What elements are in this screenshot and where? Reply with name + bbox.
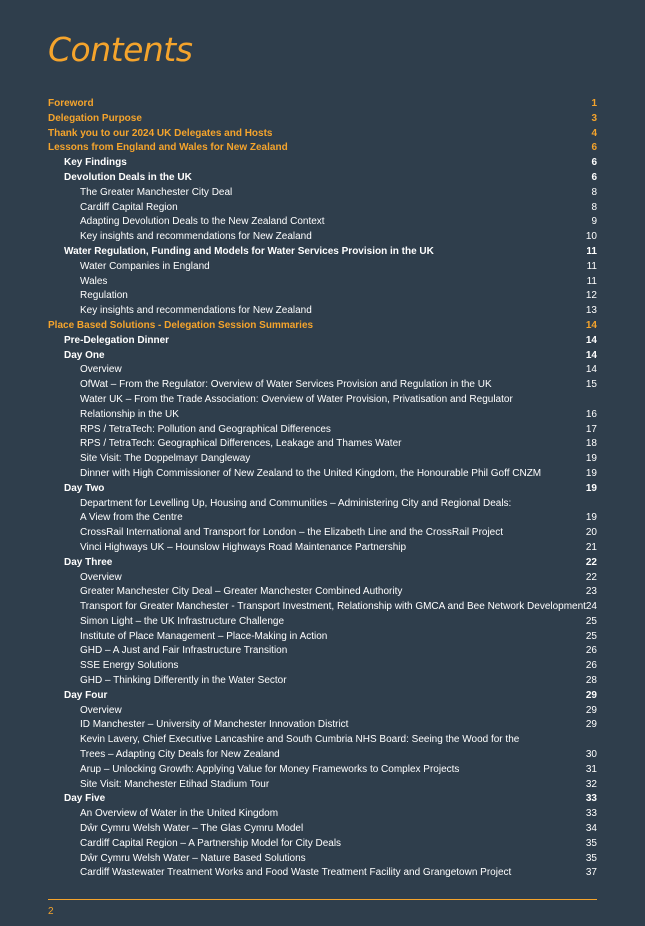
toc-entry[interactable]: [48, 141, 597, 156]
toc-page-number: 4: [591, 127, 597, 139]
toc-page-number: 28: [585, 675, 597, 687]
toc-entry-title: Day Five: [64, 793, 106, 805]
toc-entry-title: Cardiff Capital Region: [80, 201, 178, 213]
toc-entry[interactable]: [48, 556, 597, 571]
toc-entry[interactable]: [48, 289, 597, 304]
toc-entry[interactable]: [48, 393, 597, 423]
toc-page-number: 35: [585, 837, 597, 849]
toc-entry-title: Overview: [80, 571, 122, 583]
toc-entry[interactable]: [48, 571, 597, 586]
toc-page-number: 34: [585, 823, 597, 835]
toc-page-number: 18: [585, 438, 597, 450]
toc-entry-title: Overview: [80, 364, 122, 376]
toc-entry-title: Day Three: [64, 556, 113, 568]
toc-page-number: 6: [591, 142, 597, 154]
toc-entry-title: Regulation: [80, 290, 128, 302]
toc-entry[interactable]: [48, 156, 597, 171]
toc-entry[interactable]: [48, 215, 597, 230]
toc-entry[interactable]: [48, 334, 597, 349]
toc-entry[interactable]: [48, 644, 597, 659]
toc-entry-title: Foreword: [48, 98, 94, 109]
toc-page-number: 33: [585, 793, 597, 805]
toc-entry-title: Transport for Greater Manchester - Transport Investment, Relationship with GMCA and Bee Network Development: [80, 601, 586, 613]
toc-entry-title: Arup – Unlocking Growth: Applying Value for Money Frameworks to Complex Projects: [80, 763, 460, 775]
toc-page-number: 15: [585, 379, 597, 391]
toc-page-number: 19: [585, 453, 597, 465]
toc-entry-title: Dŵr Cymru Welsh Water – Nature Based Solutions: [80, 852, 306, 864]
toc-entry-title: SSE Energy Solutions: [80, 660, 179, 672]
toc-entry[interactable]: [48, 718, 597, 733]
toc-page-number: 25: [585, 615, 597, 627]
toc-entry[interactable]: [48, 349, 597, 364]
toc-entry-title: Vinci Highways UK – Hounslow Highways Road Maintenance Partnership: [80, 541, 407, 553]
toc-page-number: 35: [585, 852, 597, 864]
toc-entry-title: Wales: [80, 275, 108, 287]
toc-entry[interactable]: [48, 245, 597, 260]
toc-entry-title: Water Companies in England: [80, 260, 210, 272]
toc-entry-title: Key insights and recommendations for New Zealand: [80, 231, 312, 243]
page-title: Contents: [48, 30, 193, 69]
toc-entry-title: Thank you to our 2024 UK Delegates and Hosts: [48, 127, 273, 139]
toc-entry-title: Overview: [80, 704, 122, 716]
toc-page-number: 11: [586, 260, 597, 272]
toc-entry-title: Site Visit: The Doppelmayr Dangleway: [80, 453, 251, 465]
toc-page-number: 29: [585, 689, 597, 701]
toc-page-number: 33: [585, 808, 597, 820]
toc-page-number: 14: [585, 349, 597, 361]
toc-page-number: 25: [585, 630, 597, 642]
toc-page-number: 20: [585, 527, 597, 539]
toc-entry-title: Kevin Lavery, Chief Executive Lancashire and South Cumbria NHS Board: Seeing the Wood for the: [80, 734, 520, 746]
toc-entry-title: Institute of Place Management – Place-Making in Action: [80, 630, 328, 642]
toc-entry[interactable]: [48, 112, 597, 127]
toc-entry-title: An Overview of Water in the United Kingdom: [80, 808, 279, 820]
toc-entry-title: Dinner with High Commissioner of New Zealand to the United Kingdom, the Honourable Phil Goff CNZM: [80, 467, 542, 479]
toc-entry[interactable]: [48, 127, 597, 142]
toc-entry-title-continued: A View from the Centre: [80, 512, 183, 524]
toc-entry[interactable]: [48, 497, 597, 527]
toc-entry-title: Cardiff Wastewater Treatment Works and Food Waste Treatment Facility and Grangetown Project: [80, 867, 512, 879]
toc-entry-title: CrossRail International and Transport for London – the Elizabeth Line and the CrossRail Project: [80, 527, 504, 539]
toc-entry-title: Adapting Devolution Deals to the New Zealand Context: [80, 216, 325, 228]
toc-page-number: 14: [585, 319, 597, 331]
toc-page-number: 29: [585, 719, 597, 731]
toc-entry[interactable]: [48, 852, 597, 867]
toc-page-number: 23: [585, 586, 597, 598]
toc-page-number: 31: [585, 763, 597, 775]
toc-entry[interactable]: [48, 437, 597, 452]
toc-entry[interactable]: [48, 186, 597, 201]
toc-page-number: 3: [591, 112, 597, 124]
toc-entry[interactable]: [48, 319, 597, 334]
toc-entry[interactable]: [48, 467, 597, 482]
toc-entry-title: GHD – Thinking Differently in the Water Sector: [80, 675, 287, 687]
toc-entry-title: Department for Levelling Up, Housing and Communities – Administering City and Regional Deals:: [80, 497, 512, 509]
toc-entry-title: Devolution Deals in the UK: [64, 171, 192, 183]
toc-page-number: 9: [591, 216, 597, 228]
toc-page-number: 1: [591, 98, 597, 109]
table-of-contents: [48, 97, 597, 881]
toc-entry-title: Dŵr Cymru Welsh Water – The Glas Cymru Model: [80, 823, 304, 835]
footer-page-number: 2: [48, 906, 54, 917]
toc-entry[interactable]: [48, 733, 597, 763]
toc-entry-title: Lessons from England and Wales for New Zealand: [48, 142, 288, 154]
toc-entry[interactable]: [48, 837, 597, 852]
toc-entry[interactable]: [48, 689, 597, 704]
toc-entry[interactable]: [48, 674, 597, 689]
toc-entry-title: GHD – A Just and Fair Infrastructure Transition: [80, 645, 288, 657]
toc-page-number: 14: [585, 334, 597, 346]
toc-entry[interactable]: [48, 171, 597, 186]
toc-page-number: 26: [585, 645, 597, 657]
toc-page-number: 24: [585, 601, 597, 613]
toc-entry-title-continued: Trees – Adapting City Deals for New Zealand: [80, 749, 280, 761]
toc-page-number: 19: [585, 512, 597, 524]
toc-page-number: 6: [591, 157, 597, 169]
toc-entry[interactable]: [48, 97, 597, 112]
toc-entry[interactable]: [48, 585, 597, 600]
toc-entry[interactable]: [48, 763, 597, 778]
toc-entry[interactable]: [48, 600, 597, 615]
toc-page-number: 29: [585, 704, 597, 716]
toc-entry[interactable]: [48, 363, 597, 378]
toc-entry-title: Pre-Delegation Dinner: [64, 334, 170, 346]
toc-entry[interactable]: [48, 526, 597, 541]
toc-entry-title: Greater Manchester City Deal – Greater Manchester Combined Authority: [80, 586, 403, 598]
toc-entry-title: RPS / TetraTech: Geographical Differences, Leakage and Thames Water: [80, 438, 402, 450]
toc-entry-title: Cardiff Capital Region – A Partnership Model for City Deals: [80, 837, 342, 849]
toc-entry[interactable]: [48, 482, 597, 497]
toc-page-number: 10: [585, 231, 597, 243]
toc-page-number: 37: [585, 867, 597, 879]
toc-entry[interactable]: [48, 275, 597, 290]
toc-entry-title: The Greater Manchester City Deal: [80, 186, 233, 198]
toc-entry[interactable]: [48, 630, 597, 645]
toc-page-number: 14: [585, 364, 597, 376]
toc-page-number: 22: [585, 571, 597, 583]
toc-entry[interactable]: [48, 260, 597, 275]
toc-entry[interactable]: [48, 541, 597, 556]
toc-page-number: 8: [591, 201, 597, 213]
toc-page-number: 8: [591, 186, 597, 198]
toc-entry[interactable]: [48, 304, 597, 319]
toc-page-number: 13: [585, 305, 597, 317]
toc-entry-title: Simon Light – the UK Infrastructure Challenge: [80, 615, 284, 627]
toc-entry[interactable]: [48, 704, 597, 719]
toc-entry-title: Site Visit: Manchester Etihad Stadium Tour: [80, 778, 270, 790]
toc-entry[interactable]: [48, 201, 597, 216]
toc-page-number: 6: [591, 171, 597, 183]
toc-entry-title: Key Findings: [64, 157, 127, 169]
toc-entry-title: Place Based Solutions - Delegation Session Summaries: [48, 319, 314, 331]
toc-entry[interactable]: [48, 452, 597, 467]
toc-entry-title: Day One: [64, 349, 105, 361]
toc-entry-title: RPS / TetraTech: Pollution and Geographical Differences: [80, 423, 331, 435]
toc-page-number: 16: [585, 408, 597, 420]
toc-page-number: 26: [585, 660, 597, 672]
toc-page-number: 12: [585, 290, 597, 302]
toc-entry-title-continued: Relationship in the UK: [80, 408, 179, 420]
toc-entry[interactable]: [48, 615, 597, 630]
toc-entry[interactable]: [48, 822, 597, 837]
toc-entry[interactable]: [48, 792, 597, 807]
toc-entry[interactable]: [48, 423, 597, 438]
toc-entry[interactable]: [48, 866, 597, 881]
toc-entry[interactable]: [48, 807, 597, 822]
toc-page-number: 11: [586, 275, 597, 287]
toc-entry-title: Delegation Purpose: [48, 112, 142, 124]
toc-entry[interactable]: [48, 778, 597, 793]
toc-page-number: 22: [585, 556, 597, 568]
toc-page-number: 21: [585, 541, 597, 553]
toc-page-number: 19: [585, 482, 597, 494]
toc-entry-title: Water UK – From the Trade Association: Overview of Water Provision, Privatisation and Regulator: [80, 393, 513, 405]
toc-page-number: 30: [585, 749, 597, 761]
toc-entry[interactable]: [48, 230, 597, 245]
toc-entry[interactable]: [48, 378, 597, 393]
toc-page-number: 32: [585, 778, 597, 790]
footer-divider: [48, 899, 597, 900]
toc-entry-title: Day Four: [64, 689, 108, 701]
toc-entry-title: Key insights and recommendations for New Zealand: [80, 305, 312, 317]
toc-entry-title: OfWat – From the Regulator: Overview of Water Services Provision and Regulation in the UK: [80, 379, 492, 391]
toc-entry[interactable]: [48, 659, 597, 674]
toc-entry-title: Day Two: [64, 482, 105, 494]
toc-page-number: 19: [585, 467, 597, 479]
toc-entry-title: Water Regulation, Funding and Models for Water Services Provision in the UK: [64, 245, 434, 257]
toc-entry-title: ID Manchester – University of Manchester Innovation District: [80, 719, 349, 731]
toc-page-number: 11: [586, 245, 597, 257]
toc-page-number: 17: [585, 423, 597, 435]
